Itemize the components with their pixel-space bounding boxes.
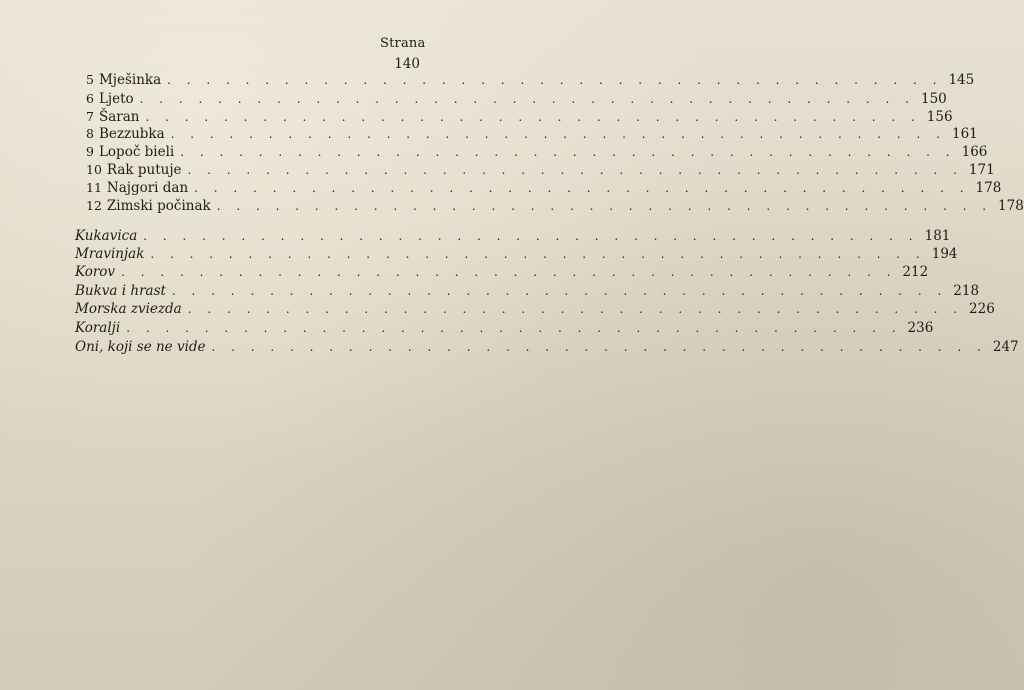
leader-dots: . . . . . . . . . . . . . . . . . . . . . . . . . . . . . . . . . . . . . . . . bbox=[150, 247, 926, 261]
entry-page: 161 bbox=[952, 126, 978, 142]
leader-dots: . . . . . . . . . . . . . . . . . . . . . . . . . . . . . . . . . . . . . . . . bbox=[187, 163, 963, 177]
entry-page: 236 bbox=[907, 320, 934, 336]
leader-dots: . . . . . . . . . . . . . . . . . . . . . . . . . . . . . . . . . . . . . . . . bbox=[121, 265, 897, 279]
leader-dots: . . . . . . . . . . . . . . . . . . . . . . . . . . . . . . . . . . . . . . . . bbox=[170, 127, 946, 141]
leader-dots: . . . . . . . . . . . . . . . . . . . . . . . . . . . . . . . . . . . . . . . . bbox=[187, 302, 964, 316]
entry-title: Šaran bbox=[98, 109, 140, 125]
leader-dots: . . . . . . . . . . . . . . . . . . . . . . . . . . . . . . . . . . . . . . . . bbox=[167, 73, 943, 87]
entry-title: Mješinka bbox=[98, 72, 162, 88]
entry-title: Bukva i hrast bbox=[75, 283, 166, 299]
entry-title: Zimski počinak bbox=[106, 198, 211, 214]
toc-row bbox=[75, 283, 980, 301]
entry-number: 11 bbox=[86, 180, 102, 195]
leader-dots: . . . . . . . . . . . . . . . . . . . . . . . . . . . . . . . . . . . . . . . . bbox=[126, 321, 902, 335]
toc-row bbox=[86, 91, 947, 109]
entry-title: Bezzubka bbox=[98, 126, 165, 142]
entry-title: Mravinjak bbox=[75, 246, 145, 262]
entry-number: 9 bbox=[86, 144, 94, 159]
entry-page: 178 bbox=[998, 198, 1024, 214]
entry-number: 6 bbox=[86, 91, 94, 106]
entry-page: 247 bbox=[992, 339, 1019, 355]
entry-page: 194 bbox=[931, 246, 958, 262]
entry-page: 178 bbox=[975, 180, 1002, 196]
leader-dots: . . . . . . . . . . . . . . . . . . . . . . . . . . . . . . . . . . . . . . . . bbox=[180, 145, 956, 159]
entry-number: 12 bbox=[86, 198, 102, 213]
entry-title: Oni, koji se ne vide bbox=[75, 339, 206, 355]
entry-page: 226 bbox=[969, 301, 995, 317]
entry-number: 8 bbox=[86, 126, 94, 141]
leader-dots: . . . . . . . . . . . . . . . . . . . . . . . . . . . . . . . . . . . . . . . . bbox=[211, 340, 987, 354]
entry-number: 7 bbox=[86, 109, 94, 124]
entry-title: Ljeto bbox=[98, 91, 134, 107]
entry-page: 145 bbox=[948, 72, 975, 88]
toc-row bbox=[86, 144, 988, 162]
entry-page: 218 bbox=[953, 283, 980, 299]
entry-page: 171 bbox=[968, 162, 995, 178]
toc-row bbox=[86, 126, 978, 144]
entry-page: 140 bbox=[394, 56, 420, 72]
toc-row bbox=[75, 264, 929, 282]
entry-number: 5 bbox=[86, 72, 94, 87]
toc-row bbox=[86, 109, 953, 127]
entry-number: 10 bbox=[86, 162, 102, 177]
toc-row bbox=[75, 339, 1019, 357]
leader-dots: . . . . . . . . . . . . . . . . . . . . . . . . . . . . . . . . . . . . . . . . bbox=[143, 229, 919, 243]
toc-row bbox=[86, 180, 1002, 198]
entry-title: Rak putuje bbox=[106, 162, 182, 178]
entry-title: Najgori dan bbox=[106, 180, 189, 196]
entry-title: Korov bbox=[75, 264, 116, 280]
leader-dots: . . . . . . . . . . . . . . . . . . . . . . . . . . . . . . . . . . . . . . . . bbox=[145, 110, 921, 124]
entry-page: 156 bbox=[926, 109, 953, 125]
entry-page: 150 bbox=[921, 91, 947, 107]
entry-page: 212 bbox=[902, 264, 929, 280]
toc-row bbox=[75, 228, 951, 246]
entry-title: Morska zviezda bbox=[75, 301, 182, 317]
toc-row bbox=[86, 72, 975, 90]
entry-title: Koralji bbox=[75, 320, 121, 336]
entry-title: Lopoč bieli bbox=[98, 144, 175, 160]
entry-page: 166 bbox=[961, 144, 988, 160]
toc-row bbox=[75, 320, 934, 338]
leader-dots: . . . . . . . . . . . . . . . . . . . . . . . . . . . . . . . . . . . . . . . . bbox=[139, 92, 915, 106]
leader-dots: . . . . . . . . . . . . . . . . . . . . . . . . . . . . . . . . . . . . . . . . bbox=[216, 199, 993, 213]
toc-row bbox=[86, 162, 995, 180]
toc-row bbox=[86, 198, 1024, 216]
toc-row bbox=[75, 301, 995, 319]
leader-dots: . . . . . . . . . . . . . . . . . . . . . . . . . . . . . . . . . . . . . . . . bbox=[194, 181, 970, 195]
toc-row bbox=[75, 246, 958, 264]
entry-page: 181 bbox=[924, 228, 951, 244]
leader-dots: . . . . . . . . . . . . . . . . . . . . . . . . . . . . . . . . . . . . . . . . bbox=[171, 284, 948, 298]
entry-title: Kukavica bbox=[75, 228, 138, 244]
page-column-header: Strana bbox=[380, 36, 426, 51]
